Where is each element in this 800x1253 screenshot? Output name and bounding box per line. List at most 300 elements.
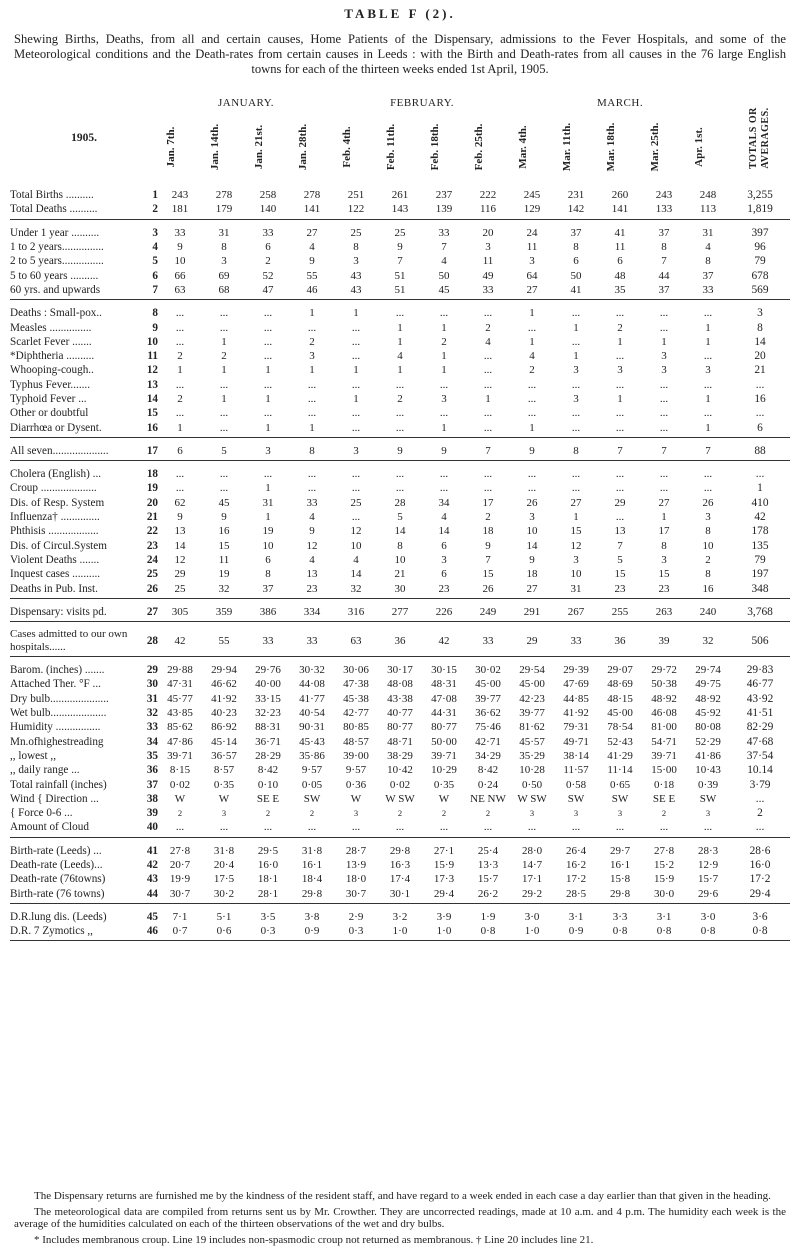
data-cell: 36·62 bbox=[475, 707, 501, 720]
table-row bbox=[10, 924, 790, 941]
data-cell: 21 bbox=[394, 568, 406, 581]
data-cell: 2 bbox=[397, 393, 403, 405]
data-cell: 85·62 bbox=[167, 721, 193, 734]
table-row bbox=[10, 553, 790, 567]
data-cell: 10·28 bbox=[519, 764, 545, 777]
date-header bbox=[422, 112, 466, 182]
data-cell: 1 bbox=[573, 350, 579, 363]
data-cell: 49·75 bbox=[695, 678, 721, 691]
total-cell: 1 bbox=[757, 482, 763, 495]
date-header bbox=[466, 112, 510, 182]
table-row bbox=[10, 903, 790, 924]
data-cell: 3 bbox=[309, 350, 315, 363]
data-cell: SE E bbox=[256, 792, 280, 805]
table-row bbox=[10, 539, 790, 553]
data-cell: 29·72 bbox=[651, 664, 677, 677]
data-cell: 1 bbox=[290, 420, 334, 437]
data-cell: 3·1 bbox=[568, 910, 584, 923]
row-number: 15 bbox=[146, 407, 158, 420]
data-cell: 78·54 bbox=[607, 721, 633, 734]
table-row bbox=[10, 481, 790, 495]
data-cell: 3·0 bbox=[700, 910, 716, 923]
data-cell: 1 bbox=[661, 335, 667, 348]
row-label: Dry bulb..................... bbox=[10, 692, 109, 705]
row-number: 4 bbox=[152, 241, 158, 254]
data-cell: 27·8 bbox=[169, 844, 191, 857]
data-cell: ... bbox=[202, 820, 246, 837]
data-cell: ... bbox=[290, 820, 334, 837]
data-cell: 29·8 bbox=[290, 886, 334, 903]
total-cell: 1,819 bbox=[730, 202, 790, 219]
data-cell: ... bbox=[351, 482, 361, 495]
data-cell: 6 bbox=[265, 553, 271, 566]
date-label: Mar. 4th. bbox=[517, 125, 530, 169]
data-cell: 29·4 bbox=[422, 886, 466, 903]
row-number: 9 bbox=[152, 321, 158, 334]
row-number: 34 bbox=[146, 735, 158, 748]
table-row bbox=[10, 320, 790, 334]
data-cell: 2 bbox=[617, 321, 623, 334]
row-number: 12 bbox=[146, 364, 158, 377]
data-cell: 43·38 bbox=[387, 692, 413, 705]
data-cell: 1 bbox=[573, 321, 579, 334]
data-cell: 4 bbox=[441, 255, 447, 268]
data-cell: ... bbox=[395, 378, 405, 391]
data-cell: ... bbox=[571, 468, 581, 481]
data-cell: 6 bbox=[265, 241, 271, 254]
row-number: 40 bbox=[140, 820, 158, 837]
data-cell: 32 bbox=[334, 581, 378, 598]
data-cell: 116 bbox=[466, 202, 510, 219]
data-cell: ... bbox=[466, 820, 510, 837]
data-cell: 7 bbox=[617, 539, 623, 552]
data-cell: 2 bbox=[661, 808, 667, 819]
data-cell: 33 bbox=[262, 226, 274, 239]
table-row bbox=[10, 720, 790, 734]
data-cell: ... bbox=[598, 820, 642, 837]
data-cell: 1 bbox=[158, 420, 202, 437]
row-label: Typhoid Fever ... bbox=[10, 393, 87, 405]
data-cell: 179 bbox=[202, 202, 246, 219]
data-cell: 6 bbox=[441, 539, 447, 552]
data-cell: 19·9 bbox=[169, 873, 191, 886]
data-cell: 49 bbox=[482, 269, 494, 282]
row-label: Dis. of Resp. System bbox=[10, 496, 105, 509]
data-cell: 2 bbox=[177, 350, 183, 363]
row-number: 18 bbox=[146, 468, 158, 481]
data-cell: ... bbox=[703, 468, 713, 481]
row-number: 38 bbox=[146, 792, 158, 805]
row-number: 46 bbox=[140, 924, 158, 941]
data-cell: 26 bbox=[702, 496, 714, 509]
data-cell: 0·18 bbox=[653, 778, 675, 791]
data-cell: 44·31 bbox=[431, 707, 457, 720]
data-cell: 41·29 bbox=[607, 749, 633, 762]
data-cell: 10 bbox=[350, 539, 362, 552]
table-row bbox=[10, 283, 790, 300]
data-cell: ... bbox=[175, 407, 185, 420]
total-cell: 47·68 bbox=[746, 735, 774, 748]
data-cell: ... bbox=[246, 820, 290, 837]
data-cell: 25 bbox=[158, 581, 202, 598]
data-cell: ... bbox=[483, 307, 493, 320]
data-cell: 8 bbox=[705, 568, 711, 581]
data-cell: 68 bbox=[202, 283, 246, 300]
data-cell: 0·6 bbox=[202, 924, 246, 941]
total-cell: 0·8 bbox=[730, 924, 790, 941]
data-cell: 240 bbox=[686, 598, 730, 621]
data-cell: 0·8 bbox=[466, 924, 510, 941]
table-row bbox=[10, 777, 790, 791]
totals-header: TOTALS OR AVERAGES. bbox=[748, 107, 772, 169]
data-cell: 52 bbox=[262, 269, 274, 282]
data-cell: 17 bbox=[658, 525, 670, 538]
row-label: Croup .................... bbox=[10, 482, 97, 495]
total-cell: 79 bbox=[754, 255, 766, 268]
row-label: Amount of Cloud bbox=[10, 820, 140, 837]
data-cell: 66 bbox=[174, 269, 186, 282]
data-cell: 29·54 bbox=[519, 664, 545, 677]
data-cell: ... bbox=[615, 482, 625, 495]
data-cell: 18 bbox=[526, 568, 538, 581]
row-number: 11 bbox=[147, 350, 158, 363]
row-label: Wet bulb.................... bbox=[10, 707, 107, 720]
data-cell: 13 bbox=[614, 525, 626, 538]
data-cell: 44 bbox=[658, 269, 670, 282]
data-cell: 20·4 bbox=[213, 859, 235, 872]
data-cell: 3 bbox=[661, 553, 667, 566]
data-cell: 3 bbox=[573, 553, 579, 566]
date-label: Mar. 25th. bbox=[649, 122, 662, 172]
data-cell: 260 bbox=[611, 189, 629, 202]
data-cell: ... bbox=[659, 307, 669, 320]
data-cell: 0·3 bbox=[334, 924, 378, 941]
data-cell: 28·7 bbox=[345, 844, 367, 857]
data-cell: 29·8 bbox=[389, 844, 411, 857]
row-number: 31 bbox=[146, 692, 158, 705]
data-cell: 30 bbox=[378, 581, 422, 598]
row-number: 2 bbox=[140, 202, 158, 219]
data-cell: 33 bbox=[306, 496, 318, 509]
data-cell: 15·7 bbox=[477, 873, 499, 886]
data-cell: 278 bbox=[215, 189, 233, 202]
data-cell: ... bbox=[554, 420, 598, 437]
footnotes bbox=[14, 1190, 786, 1249]
total-cell: 41·51 bbox=[746, 707, 774, 720]
data-cell: 11·14 bbox=[607, 764, 633, 777]
data-cell: 12 bbox=[174, 553, 186, 566]
row-label: Dispensary: visits pd. bbox=[10, 598, 140, 621]
data-cell: ... bbox=[351, 378, 361, 391]
data-cell: 7 bbox=[661, 255, 667, 268]
data-cell: ... bbox=[642, 420, 686, 437]
data-cell: 3 bbox=[617, 364, 623, 377]
row-label: Barom. (inches) ....... bbox=[10, 664, 105, 677]
row-label: Violent Deaths ....... bbox=[10, 553, 100, 566]
data-cell: 39·71 bbox=[651, 749, 677, 762]
data-cell: 3·5 bbox=[260, 910, 276, 923]
date-header bbox=[378, 112, 422, 182]
data-cell: ... bbox=[703, 407, 713, 420]
data-cell: 25 bbox=[350, 226, 362, 239]
year-header: 1905. bbox=[71, 132, 97, 144]
data-cell: ... bbox=[307, 321, 317, 334]
data-cell: 14 bbox=[174, 539, 186, 552]
data-cell: 7 bbox=[642, 437, 686, 460]
data-cell: 32 bbox=[686, 622, 730, 657]
data-cell: ... bbox=[334, 820, 378, 837]
data-cell: 33 bbox=[246, 622, 290, 657]
row-number: 44 bbox=[140, 886, 158, 903]
data-cell: 45·00 bbox=[607, 707, 633, 720]
data-cell: ... bbox=[659, 393, 669, 405]
data-cell: 20 bbox=[482, 226, 494, 239]
data-cell: 142 bbox=[554, 202, 598, 219]
data-cell: 141 bbox=[290, 202, 334, 219]
data-cell: 43 bbox=[334, 283, 378, 300]
row-label: Dis. of Circul.System bbox=[10, 539, 107, 552]
data-cell: 237 bbox=[435, 189, 453, 202]
data-cell: 16·1 bbox=[609, 859, 631, 872]
data-cell: 39 bbox=[642, 622, 686, 657]
data-cell: 29·2 bbox=[510, 886, 554, 903]
data-cell: 12 bbox=[306, 539, 318, 552]
data-cell: 1 bbox=[265, 393, 271, 405]
data-cell: 63 bbox=[158, 283, 202, 300]
data-cell: ... bbox=[422, 820, 466, 837]
data-cell: 1 bbox=[617, 393, 623, 405]
data-cell: 1 bbox=[397, 364, 403, 377]
table-row bbox=[10, 567, 790, 581]
data-cell: 129 bbox=[510, 202, 554, 219]
data-cell: ... bbox=[439, 378, 449, 391]
data-cell: 15 bbox=[218, 539, 230, 552]
data-cell: 13 bbox=[306, 568, 318, 581]
data-cell: 1·0 bbox=[510, 924, 554, 941]
data-cell: 113 bbox=[686, 202, 730, 219]
data-cell: 1·9 bbox=[480, 910, 496, 923]
data-cell: 29·39 bbox=[563, 664, 589, 677]
data-cell: 10 bbox=[394, 553, 406, 566]
data-cell: 1 bbox=[397, 335, 403, 348]
data-cell: 1 bbox=[309, 307, 315, 320]
data-cell: W bbox=[438, 792, 450, 805]
table-row bbox=[10, 792, 790, 806]
data-cell: 4 bbox=[309, 553, 315, 566]
row-label: *Diphtheria .......... bbox=[10, 350, 95, 363]
data-cell: 8 bbox=[397, 539, 403, 552]
data-cell: 0·65 bbox=[609, 778, 631, 791]
footnote-meteorological: The meteorological data are compiled from returns sent us by Mr. Crowther. They are uncorrected readings, made at 10 a.m. and 4 p.m. The humidity each week is the average of the humidities calculated on each of the thirteen observations of the wet and dry bulbs. bbox=[14, 1205, 786, 1231]
row-number: 42 bbox=[146, 859, 158, 872]
row-number: 24 bbox=[146, 553, 158, 566]
data-cell: 25·4 bbox=[477, 844, 499, 857]
data-cell: 1 bbox=[353, 364, 359, 377]
table-row bbox=[10, 363, 790, 377]
total-cell: 569 bbox=[730, 283, 790, 300]
data-cell: 278 bbox=[303, 189, 321, 202]
data-cell: 12·9 bbox=[697, 859, 719, 872]
data-cell: 30·02 bbox=[475, 664, 501, 677]
table-row bbox=[10, 254, 790, 268]
data-cell: 2 bbox=[485, 511, 491, 524]
data-cell: W SW bbox=[517, 792, 547, 805]
data-cell: 28·5 bbox=[554, 886, 598, 903]
data-cell: 258 bbox=[259, 189, 277, 202]
row-number: 45 bbox=[146, 910, 158, 923]
data-cell: 27 bbox=[306, 226, 318, 239]
date-header bbox=[554, 112, 598, 182]
data-cell: 0·02 bbox=[169, 778, 191, 791]
row-number: 8 bbox=[152, 307, 158, 320]
data-cell: 10 bbox=[702, 539, 714, 552]
data-cell: 28·29 bbox=[255, 749, 281, 762]
data-cell: ... bbox=[307, 468, 317, 481]
date-label: Jan. 28th. bbox=[297, 123, 309, 171]
data-cell: ... bbox=[642, 820, 686, 837]
total-cell: 678 bbox=[751, 269, 769, 282]
data-cell: W bbox=[174, 792, 186, 805]
data-cell: ... bbox=[219, 378, 229, 391]
data-cell: ... bbox=[615, 378, 625, 391]
data-cell: 0·3 bbox=[246, 924, 290, 941]
data-cell: 3·3 bbox=[612, 910, 628, 923]
data-cell: 41·77 bbox=[299, 692, 325, 705]
data-cell: 14 bbox=[438, 525, 450, 538]
total-cell: 17·2 bbox=[749, 873, 771, 886]
data-cell: 69 bbox=[218, 269, 230, 282]
total-cell: 88 bbox=[730, 437, 790, 460]
data-cell: 0·8 bbox=[686, 924, 730, 941]
row-label: Scarlet Fever ....... bbox=[10, 335, 92, 348]
data-cell: 6 bbox=[441, 568, 447, 581]
data-cell: 80·85 bbox=[343, 721, 369, 734]
table-row bbox=[10, 420, 790, 437]
data-cell: 27 bbox=[510, 283, 554, 300]
data-cell: 28·0 bbox=[521, 844, 543, 857]
data-cell: ... bbox=[571, 378, 581, 391]
data-cell: ... bbox=[527, 407, 537, 420]
data-cell: 81·00 bbox=[651, 721, 677, 734]
data-cell: 13 bbox=[174, 525, 186, 538]
data-cell: ... bbox=[175, 378, 185, 391]
data-cell: ... bbox=[175, 335, 185, 348]
data-cell: 29·94 bbox=[211, 664, 237, 677]
data-cell: 10 bbox=[174, 255, 186, 268]
data-cell: 277 bbox=[378, 598, 422, 621]
table-row bbox=[10, 219, 790, 240]
total-cell: 46·77 bbox=[746, 678, 774, 691]
date-label: Jan. 14th. bbox=[209, 123, 221, 171]
table-row bbox=[10, 406, 790, 420]
data-cell: 3 bbox=[529, 255, 535, 268]
table-row bbox=[10, 837, 790, 858]
data-cell: 261 bbox=[391, 189, 409, 202]
data-cell: 54·71 bbox=[651, 735, 677, 748]
row-number: 13 bbox=[146, 378, 158, 391]
data-cell: 8·42 bbox=[257, 764, 279, 777]
data-cell: 25 bbox=[350, 496, 362, 509]
data-cell: ... bbox=[686, 820, 730, 837]
data-cell: 4 bbox=[441, 511, 447, 524]
data-cell: 9 bbox=[309, 255, 315, 268]
data-cell: 80·77 bbox=[431, 721, 457, 734]
table-row bbox=[10, 524, 790, 538]
data-cell: 0·9 bbox=[290, 924, 334, 941]
data-cell: 39·71 bbox=[167, 749, 193, 762]
total-cell: 16·0 bbox=[749, 859, 771, 872]
data-cell: 139 bbox=[422, 202, 466, 219]
data-cell: 334 bbox=[290, 598, 334, 621]
data-cell: 1 bbox=[221, 364, 227, 377]
data-cell: 86·92 bbox=[211, 721, 237, 734]
total-cell: 29·83 bbox=[746, 664, 774, 677]
data-cell: 6 bbox=[158, 437, 202, 460]
data-cell: SW bbox=[567, 792, 585, 805]
data-cell: 28·3 bbox=[697, 844, 719, 857]
data-cell: NE NW bbox=[470, 792, 506, 805]
row-label: Phthisis .................. bbox=[10, 525, 99, 538]
table-row bbox=[10, 622, 790, 657]
data-cell: ... bbox=[175, 482, 185, 495]
data-cell: 36·71 bbox=[255, 735, 281, 748]
data-cell: ... bbox=[703, 378, 713, 391]
data-cell: 1 bbox=[177, 364, 183, 377]
data-cell: 0·10 bbox=[257, 778, 279, 791]
data-cell: ... bbox=[554, 820, 598, 837]
total-cell: 178 bbox=[751, 525, 769, 538]
data-cell: 50 bbox=[438, 269, 450, 282]
row-number: 19 bbox=[146, 482, 158, 495]
data-cell: 45·43 bbox=[299, 735, 325, 748]
data-cell: 33 bbox=[466, 283, 510, 300]
data-cell: 45·77 bbox=[167, 692, 193, 705]
data-cell: 46·08 bbox=[651, 707, 677, 720]
data-cell: 1 bbox=[661, 511, 667, 524]
data-cell: 1 bbox=[265, 511, 271, 524]
data-cell: 15·00 bbox=[651, 764, 677, 777]
data-cell: 45·92 bbox=[695, 707, 721, 720]
data-cell: ... bbox=[659, 407, 669, 420]
row-number: 6 bbox=[152, 269, 158, 282]
data-cell: 1 bbox=[353, 393, 359, 405]
data-cell: 1 bbox=[246, 420, 290, 437]
data-cell: 29 bbox=[614, 496, 626, 509]
data-cell: 17·1 bbox=[521, 873, 543, 886]
total-cell: 3·79 bbox=[749, 778, 771, 791]
data-cell: 30·2 bbox=[202, 886, 246, 903]
data-cell: 1 bbox=[309, 364, 315, 377]
data-cell: 37 bbox=[246, 581, 290, 598]
data-cell: ... bbox=[263, 468, 273, 481]
table-row bbox=[10, 886, 790, 903]
table-row bbox=[10, 437, 790, 460]
data-cell: 11 bbox=[218, 553, 230, 566]
data-cell: 28 bbox=[394, 496, 406, 509]
data-cell: 3 bbox=[529, 808, 535, 819]
date-header bbox=[642, 112, 686, 182]
month-header-february: FEBRUARY. bbox=[390, 97, 454, 109]
data-cell: 8 bbox=[290, 437, 334, 460]
data-cell: 55 bbox=[306, 269, 318, 282]
data-cell: 249 bbox=[466, 598, 510, 621]
data-cell: SE E bbox=[652, 792, 676, 805]
row-label: Typhus Fever....... bbox=[10, 378, 91, 391]
table-row bbox=[10, 240, 790, 254]
data-cell: 14 bbox=[394, 525, 406, 538]
data-cell: 15 bbox=[614, 568, 626, 581]
data-cell: 23 bbox=[422, 581, 466, 598]
